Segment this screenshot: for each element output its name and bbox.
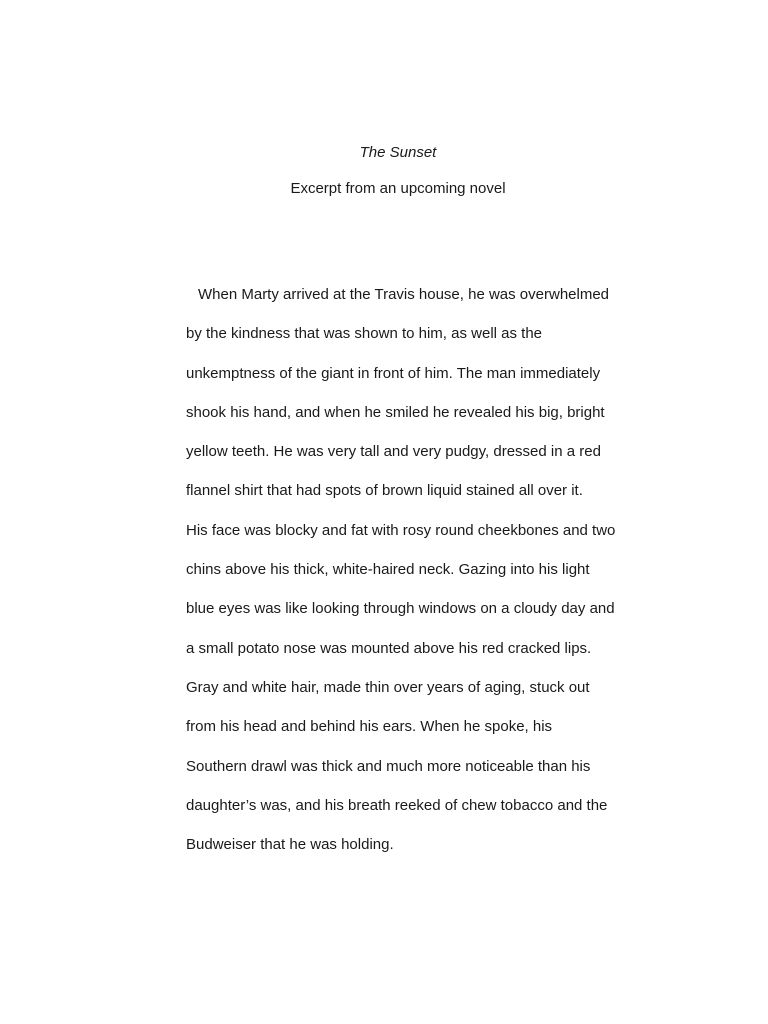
paragraph-line: a small potato nose was mounted above his red cracked lips. bbox=[186, 639, 592, 657]
paragraph-line: from his head and behind his ears. When he spoke, his bbox=[186, 718, 553, 736]
paragraph-line: yellow teeth. He was very tall and very pudgy, dressed in a red bbox=[186, 443, 601, 461]
paragraph-line: Gray and white hair, made thin over years of aging, stuck out bbox=[186, 678, 590, 696]
paragraph-line: When Marty arrived at the Travis house, he was overwhelmed bbox=[198, 286, 610, 303]
paragraph-line: shook his hand, and when he smiled he revealed his big, bright bbox=[186, 403, 605, 421]
paragraph-line: by the kindness that was shown to him, as well as the bbox=[186, 325, 543, 343]
document-title: The Sunset bbox=[359, 144, 437, 161]
paragraph-line: Southern drawl was thick and much more noticeable than his bbox=[186, 757, 591, 775]
body-paragraph bbox=[186, 283, 616, 872]
document-subtitle: Excerpt from an upcoming novel bbox=[290, 180, 506, 197]
paragraph-line: flannel shirt that had spots of brown liquid stained all over it. bbox=[186, 482, 583, 500]
paragraph-line: Budweiser that he was holding. bbox=[186, 836, 394, 854]
paragraph-line: unkemptness of the giant in front of him. The man immediately bbox=[186, 364, 601, 382]
paragraph-line: blue eyes was like looking through windows on a cloudy day and bbox=[186, 600, 615, 618]
paragraph-line: daughter’s was, and his breath reeked of chew tobacco and the bbox=[186, 796, 608, 814]
paragraph-line: His face was blocky and fat with rosy round cheekbones and two bbox=[186, 521, 616, 539]
paragraph-line: chins above his thick, white-haired neck. Gazing into his light bbox=[186, 561, 590, 579]
